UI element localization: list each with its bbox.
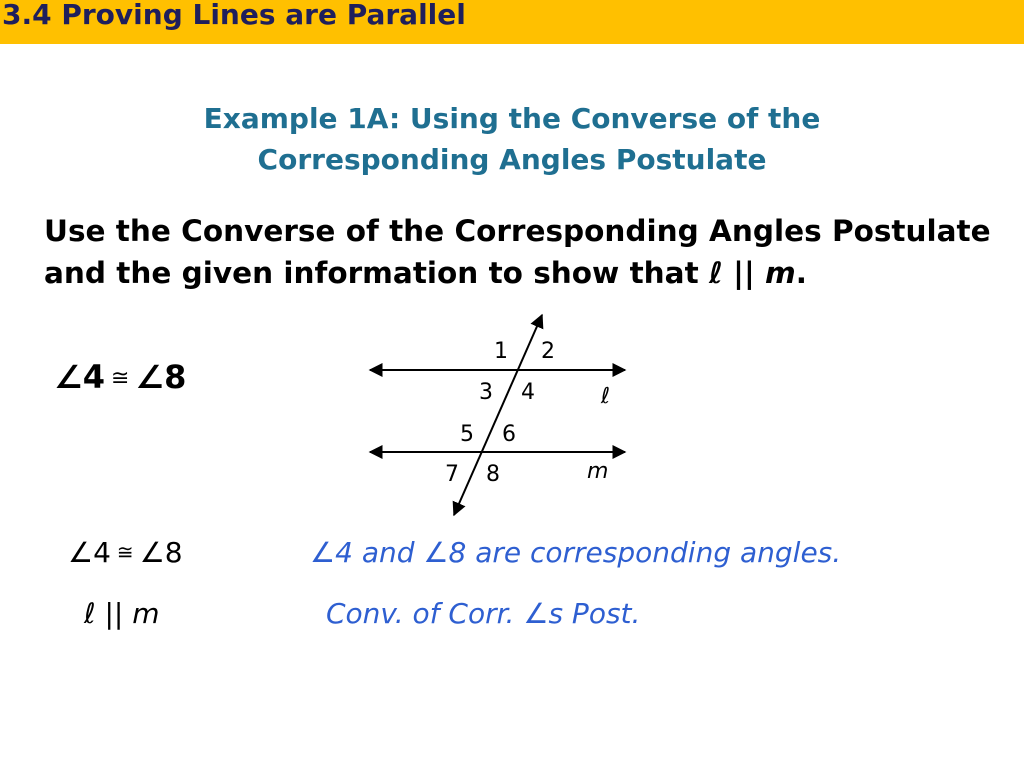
instruction-line-m: m <box>765 256 796 290</box>
line-l-label: ℓ <box>601 384 611 409</box>
proof-stmt2-line-l: ℓ <box>84 597 96 630</box>
transversal-diagram <box>360 305 650 520</box>
angle-label-2: 2 <box>541 339 555 364</box>
instruction-period: . <box>795 256 807 290</box>
instruction-parallel: || <box>733 256 755 290</box>
angle-label-4: 4 <box>521 380 535 405</box>
example-heading-line2: Corresponding Angles Postulate <box>257 143 767 176</box>
instruction-body: Use the Converse of the Corresponding Angles Postulate and the given information to show that <box>44 214 991 290</box>
slide-title: 3.4 Proving Lines are Parallel <box>2 0 466 31</box>
proof-stmt1-angle-8: ∠8 <box>139 536 183 569</box>
line-m-label: m <box>587 459 609 484</box>
given-statement <box>54 358 186 396</box>
given-angle-8: ∠8 <box>135 358 187 396</box>
proof-reason-2: Conv. of Corr. ∠s Post. <box>326 597 641 630</box>
angle-label-5: 5 <box>460 422 474 447</box>
proof-stmt2-parallel: || <box>104 597 124 630</box>
proof-reason-1: ∠4 and ∠8 are corresponding angles. <box>310 536 842 569</box>
example-heading <box>0 98 1024 180</box>
congruent-symbol: ≅ <box>110 366 130 391</box>
angle-label-7: 7 <box>445 462 459 487</box>
proof-stmt2-line-m: m <box>132 597 160 630</box>
proof-stmt1-angle-4: ∠4 <box>68 536 111 569</box>
instruction-text <box>44 210 994 294</box>
angle-label-6: 6 <box>502 422 516 447</box>
angle-label-1: 1 <box>494 339 508 364</box>
proof-statement-2 <box>84 597 160 630</box>
proof-statement-1 <box>68 536 183 569</box>
angle-label-8: 8 <box>486 462 500 487</box>
title-bar <box>0 0 1024 44</box>
proof-stmt1-congruent: ≅ <box>116 540 134 564</box>
given-angle-4: ∠4 <box>54 358 105 396</box>
example-heading-line1: Example 1A: Using the Converse of the <box>203 102 821 135</box>
instruction-line-l: ℓ <box>708 256 723 290</box>
angle-label-3: 3 <box>479 380 493 405</box>
